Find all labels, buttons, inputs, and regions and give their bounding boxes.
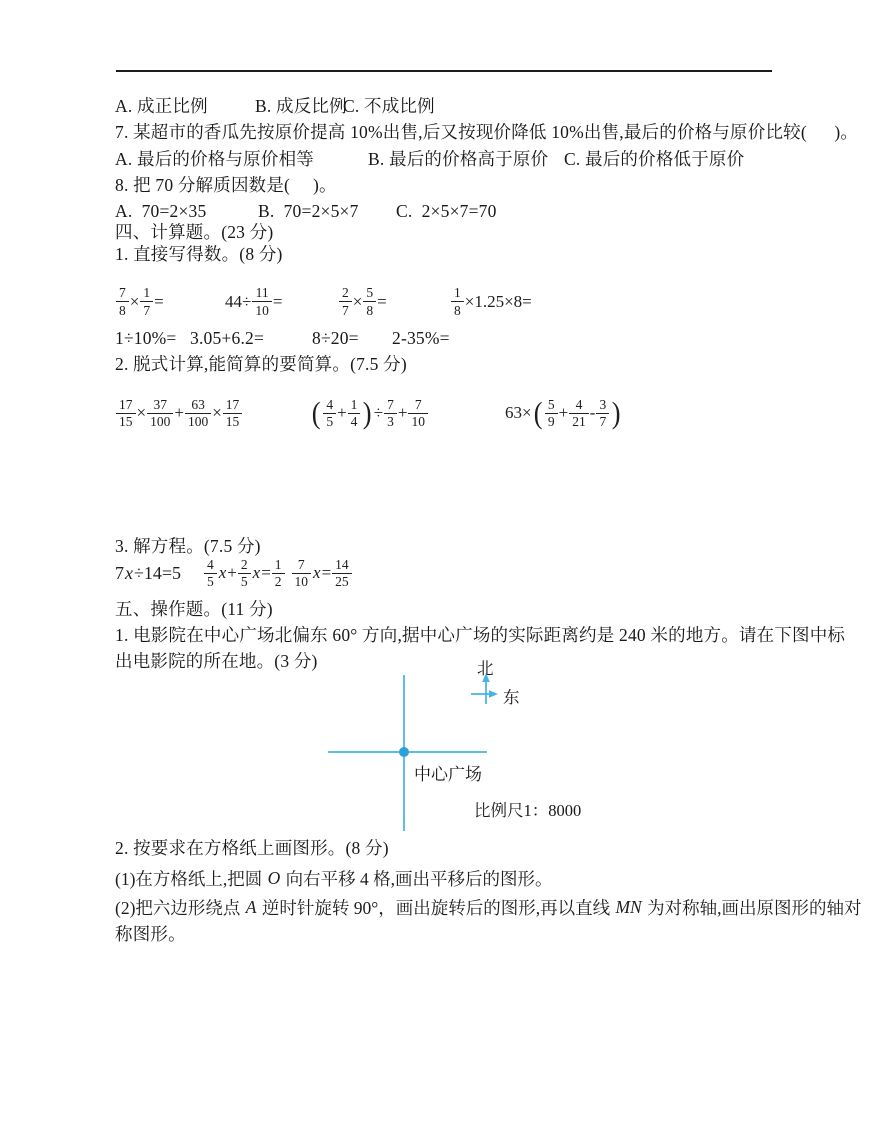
equation-1: 7 x ÷14=5 [115, 562, 182, 583]
center-plaza-dot [399, 747, 409, 757]
north-label: 北 [477, 659, 494, 678]
mental-calc-expr-8: 2-35%= [392, 328, 450, 348]
stepwise-expr-2: ( $\frac{4}{5}$ + $\frac{1}{4}$ ) ÷ $\frac{7}{3}$ + $\frac{7}{10}$ [310, 393, 429, 433]
q6-option-c: C. 不成比例 [343, 96, 435, 116]
plaza-direction-diagram [300, 650, 640, 840]
top-rule [116, 70, 772, 72]
section4-sub1-title: 1. 直接写得数。(8 分) [115, 244, 283, 264]
center-plaza-label: 中心广场 [414, 765, 482, 784]
q6-option-b: B. 成反比例 [255, 96, 347, 116]
section5-q2-item2-line2: 称图形。 [115, 924, 186, 944]
equation-2: $\frac{4}{5}$ x + $\frac{2}{5}$ x = $\frac{1}{2}$ [203, 558, 286, 589]
q7-text: 7. 某超市的香瓜先按原价提高 10%出售,后又按现价降低 10%出售,最后的价格与原价比较( )。 [115, 122, 859, 142]
mental-calc-expr-2: 44÷ $\frac{11}{10}$ = [225, 285, 283, 318]
q7-option-a: A. 最后的价格与原价相等 [115, 149, 314, 169]
q8-option-b: B. 70=2×5×7 [258, 201, 359, 221]
section5-q2-title: 2. 按要求在方格纸上画图形。(8 分) [115, 838, 389, 858]
equation-3: $\frac{7}{10}$ x = $\frac{14}{25}$ [291, 558, 353, 589]
q8-option-c: C. 2×5×7=70 [396, 201, 497, 221]
q8-text: 8. 把 70 分解质因数是( )。 [115, 175, 337, 195]
section4-title: 四、计算题。(23 分) [115, 222, 274, 242]
section4-sub2-title: 2. 脱式计算,能简算的要简算。(7.5 分) [115, 354, 407, 374]
east-label: 东 [503, 688, 520, 707]
section4-sub3-title: 3. 解方程。(7.5 分) [115, 536, 261, 556]
mental-calc-expr-4: $\frac{1}{8}$ ×1.25×8= [450, 286, 532, 317]
mental-calc-expr-7: 8÷20= [312, 328, 359, 348]
q7-option-b: B. 最后的价格高于原价 [368, 149, 549, 169]
mental-calc-expr-5: 1÷10%= [115, 328, 177, 348]
q8-option-a: A. 70=2×35 [115, 201, 207, 221]
stepwise-expr-3: 63× ( $\frac{5}{9}$ + $\frac{4}{21}$ - $\frac{3}{7}$ ) [505, 395, 621, 430]
mental-calc-expr-1: $\frac{7}{8}$ × $\frac{1}{7}$ = [115, 286, 164, 317]
q6-option-a: A. 成正比例 [115, 96, 208, 116]
compass-east-arrowhead [489, 690, 498, 698]
q7-option-c: C. 最后的价格低于原价 [564, 149, 745, 169]
mental-calc-expr-3: $\frac{2}{7}$ × $\frac{5}{8}$ = [338, 286, 387, 317]
section5-q2-item2-line1: (2)把六边形绕点 A 逆时针旋转 90°，画出旋转后的图形,再以直线 MN 为对称轴,画出原图形的轴对 [115, 897, 862, 918]
section5-q1-line2: 出电影院的所在地。(3 分) [115, 651, 318, 671]
section5-title: 五、操作题。(11 分) [115, 599, 273, 619]
scale-label: 比例尺1：8000 [474, 801, 582, 820]
section5-q2-item1: (1)在方格纸上,把圆 O 向右平移 4 格,画出平移后的图形。 [115, 868, 553, 889]
stepwise-expr-1: $\frac{17}{15}$ × $\frac{37}{100}$ + $\frac{63}{100}$ × $\frac{17}{15}$ [115, 393, 243, 433]
section5-q1-line1: 1. 电影院在中心广场北偏东 60° 方向,据中心广场的实际距离约是 240 米的地方。请在下图中标 [115, 625, 846, 645]
mental-calc-expr-6: 3.05+6.2= [190, 328, 265, 348]
equation-2-3-row [203, 556, 353, 590]
